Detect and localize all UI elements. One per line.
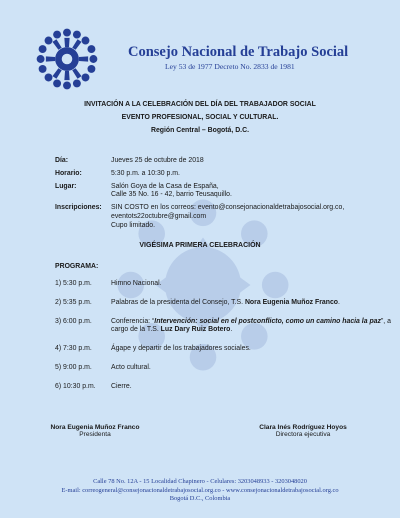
program-time: 2) 5:35 p.m. — [55, 298, 92, 306]
inscripciones-email: eventots22octubre@gmail.com — [111, 212, 207, 220]
lugar-label: Lugar: — [55, 182, 77, 190]
invitation-line-3: Región Central – Bogotá, D.C. — [150, 127, 249, 134]
program-desc — [111, 318, 400, 336]
dia-label: Día: — [55, 157, 69, 164]
program-desc: Acto cultural. — [111, 363, 151, 371]
speaker-name: Nora Eugenia Muñoz Franco — [244, 298, 338, 306]
program-label: PROGRAMA: — [55, 263, 99, 270]
desc-text: . — [337, 298, 340, 306]
program-desc — [111, 299, 400, 308]
desc-text: Conferencia: “ — [111, 317, 155, 325]
footer-address: Calle 78 No. 12A - 15 Localidad Chapinero - Celulares: 3203048933 - 3203048020 — [93, 478, 307, 485]
detail-row-lugar — [55, 183, 400, 201]
desc-text: ”, a cargo de la T.S. — [111, 317, 391, 334]
footer-contact: E-mail: correogeneral@consejonacionaldetrabajosocial.org.co - www.consejonacionaldetrabajosocial.org.co — [61, 486, 339, 494]
conference-title: Intervención: social en el postconflicto, como un camino hacia la paz — [154, 317, 381, 325]
inscripciones-label: Inscripciones: — [55, 204, 102, 212]
footer — [0, 478, 400, 504]
signature-director — [248, 424, 358, 438]
signature-president — [40, 424, 150, 438]
dia-value: Jueves 25 de octubre de 2018 — [111, 157, 204, 164]
desc-text: Palabras de la presidenta del Consejo, T.S. — [111, 298, 245, 306]
inscripciones-value — [111, 204, 400, 230]
detail-row-horario — [55, 170, 400, 179]
program-item — [55, 318, 400, 336]
program-desc: Himno Nacional. — [111, 280, 162, 287]
signer-name: Nora Eugenia Muñoz Franco — [50, 424, 140, 431]
program-time: 1) 5:30 p.m. — [55, 280, 92, 287]
detail-row-dia — [55, 157, 400, 166]
program-item — [55, 345, 400, 354]
program-time: 3) 6:00 p.m. — [55, 317, 92, 325]
program-item — [55, 364, 400, 373]
law-decree: Ley 53 de 1977 Decreto No. 2833 de 1981 — [165, 62, 295, 71]
council-logo-icon — [34, 26, 100, 92]
invitation-heading — [0, 98, 400, 137]
lugar-line-2: Calle 35 No. 16 - 42, barrio Teusaquillo. — [111, 191, 232, 199]
signer-name: Clara Inés Rodríguez Hoyos — [259, 424, 347, 431]
horario-label: Horario: — [55, 169, 82, 177]
footer-city: Bogotá D.C., Colombia — [169, 495, 231, 503]
desc-text: . — [230, 326, 233, 334]
event-details — [55, 157, 400, 235]
speaker-name: Luz Dary Ruiz Botero — [160, 326, 231, 334]
invitation-line-1: INVITACIÓN A LA CELEBRACIÓN DEL DÍA DEL TRABAJADOR SOCIAL — [84, 101, 316, 108]
celebration-title: VIGÉSIMA PRIMERA CELEBRACIÓN — [139, 242, 261, 249]
signer-role: Directora ejecutiva — [275, 431, 331, 438]
detail-row-inscripciones — [55, 204, 400, 230]
program-time: 6) 10:30 p.m. — [55, 382, 96, 390]
program-item — [55, 383, 400, 392]
program-time: 5) 9:00 p.m. — [55, 363, 92, 371]
program-desc: Cierre. — [111, 382, 132, 390]
program-item — [55, 280, 400, 289]
horario-value: 5:30 p.m. a 10:30 p.m. — [111, 169, 180, 177]
signer-role: Presidenta — [79, 431, 111, 438]
lugar-line-1: Salón Goya de la Casa de España, — [111, 182, 219, 190]
program-list — [55, 280, 400, 402]
program-item — [55, 299, 400, 308]
organization-name: Consejo Nacional de Trabajo Social — [128, 44, 349, 60]
program-desc: Ágape y departir de los trabajadores sociales. — [111, 345, 251, 353]
program-time: 4) 7:30 p.m. — [55, 345, 92, 353]
lugar-value — [111, 183, 400, 201]
invitation-line-2: EVENTO PROFESIONAL, SOCIAL Y CULTURAL. — [121, 114, 279, 121]
inscripciones-line-1: SIN COSTO en los correos: evento@consejonacionaldetrabajosocial.org.co, — [111, 204, 345, 212]
inscripciones-note: Cupo limitado. — [111, 221, 156, 229]
